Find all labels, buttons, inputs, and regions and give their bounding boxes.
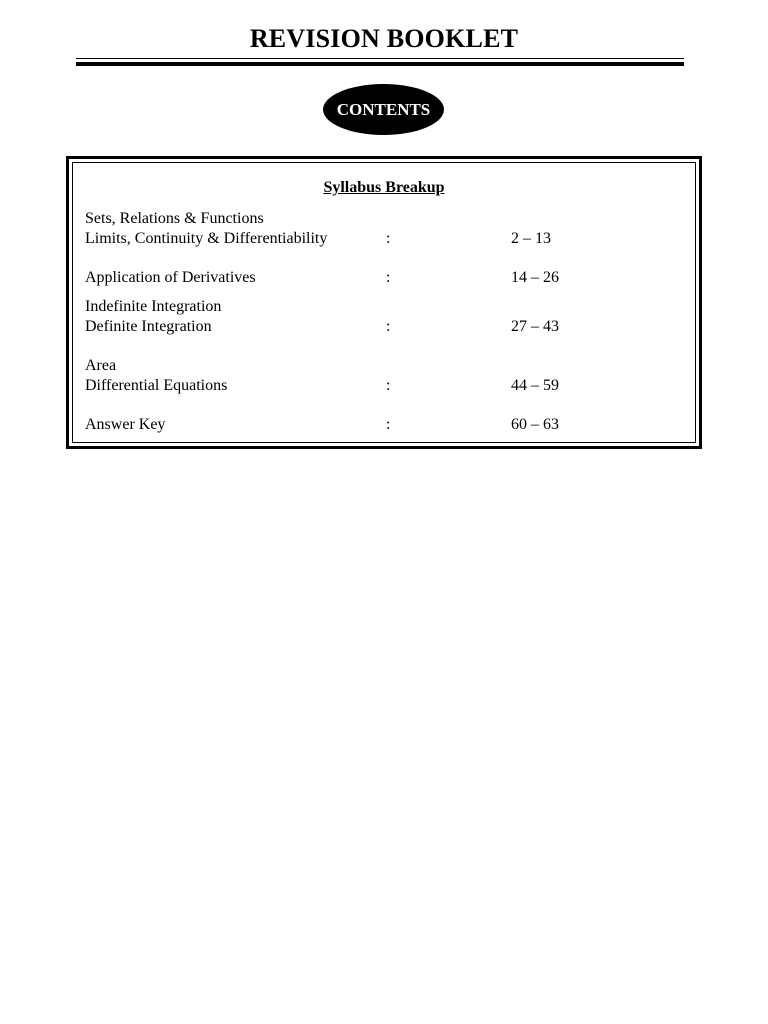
syllabus-box — [66, 156, 702, 449]
syllabus-pages: 60 – 63 — [511, 416, 559, 433]
syllabus-topic: Differential Equations — [85, 377, 228, 394]
title-rule-thick — [76, 62, 684, 66]
syllabus-colon: : — [386, 269, 391, 286]
syllabus-colon: : — [386, 318, 391, 335]
syllabus-pages: 27 – 43 — [511, 318, 559, 335]
title-rule-thin — [76, 58, 684, 59]
syllabus-topic: Answer Key — [85, 416, 166, 433]
syllabus-pages: 2 – 13 — [511, 230, 551, 247]
contents-badge: CONTENTS — [323, 84, 444, 135]
syllabus-pages: 14 – 26 — [511, 269, 559, 286]
syllabus-topic: Limits, Continuity & Differentiability — [85, 230, 328, 247]
syllabus-box-inner — [72, 162, 696, 443]
page-title: REVISION BOOKLET — [249, 24, 519, 53]
syllabus-colon: : — [386, 230, 391, 247]
syllabus-topic: Application of Derivatives — [85, 269, 256, 286]
syllabus-colon: : — [386, 377, 391, 394]
syllabus-topic: Indefinite Integration — [85, 298, 222, 315]
syllabus-topic: Sets, Relations & Functions — [85, 210, 264, 227]
syllabus-pages: 44 – 59 — [511, 377, 559, 394]
syllabus-topic: Area — [85, 357, 117, 374]
syllabus-colon: : — [386, 416, 391, 433]
syllabus-topic: Definite Integration — [85, 318, 212, 335]
syllabus-heading: Syllabus Breakup — [323, 179, 445, 196]
